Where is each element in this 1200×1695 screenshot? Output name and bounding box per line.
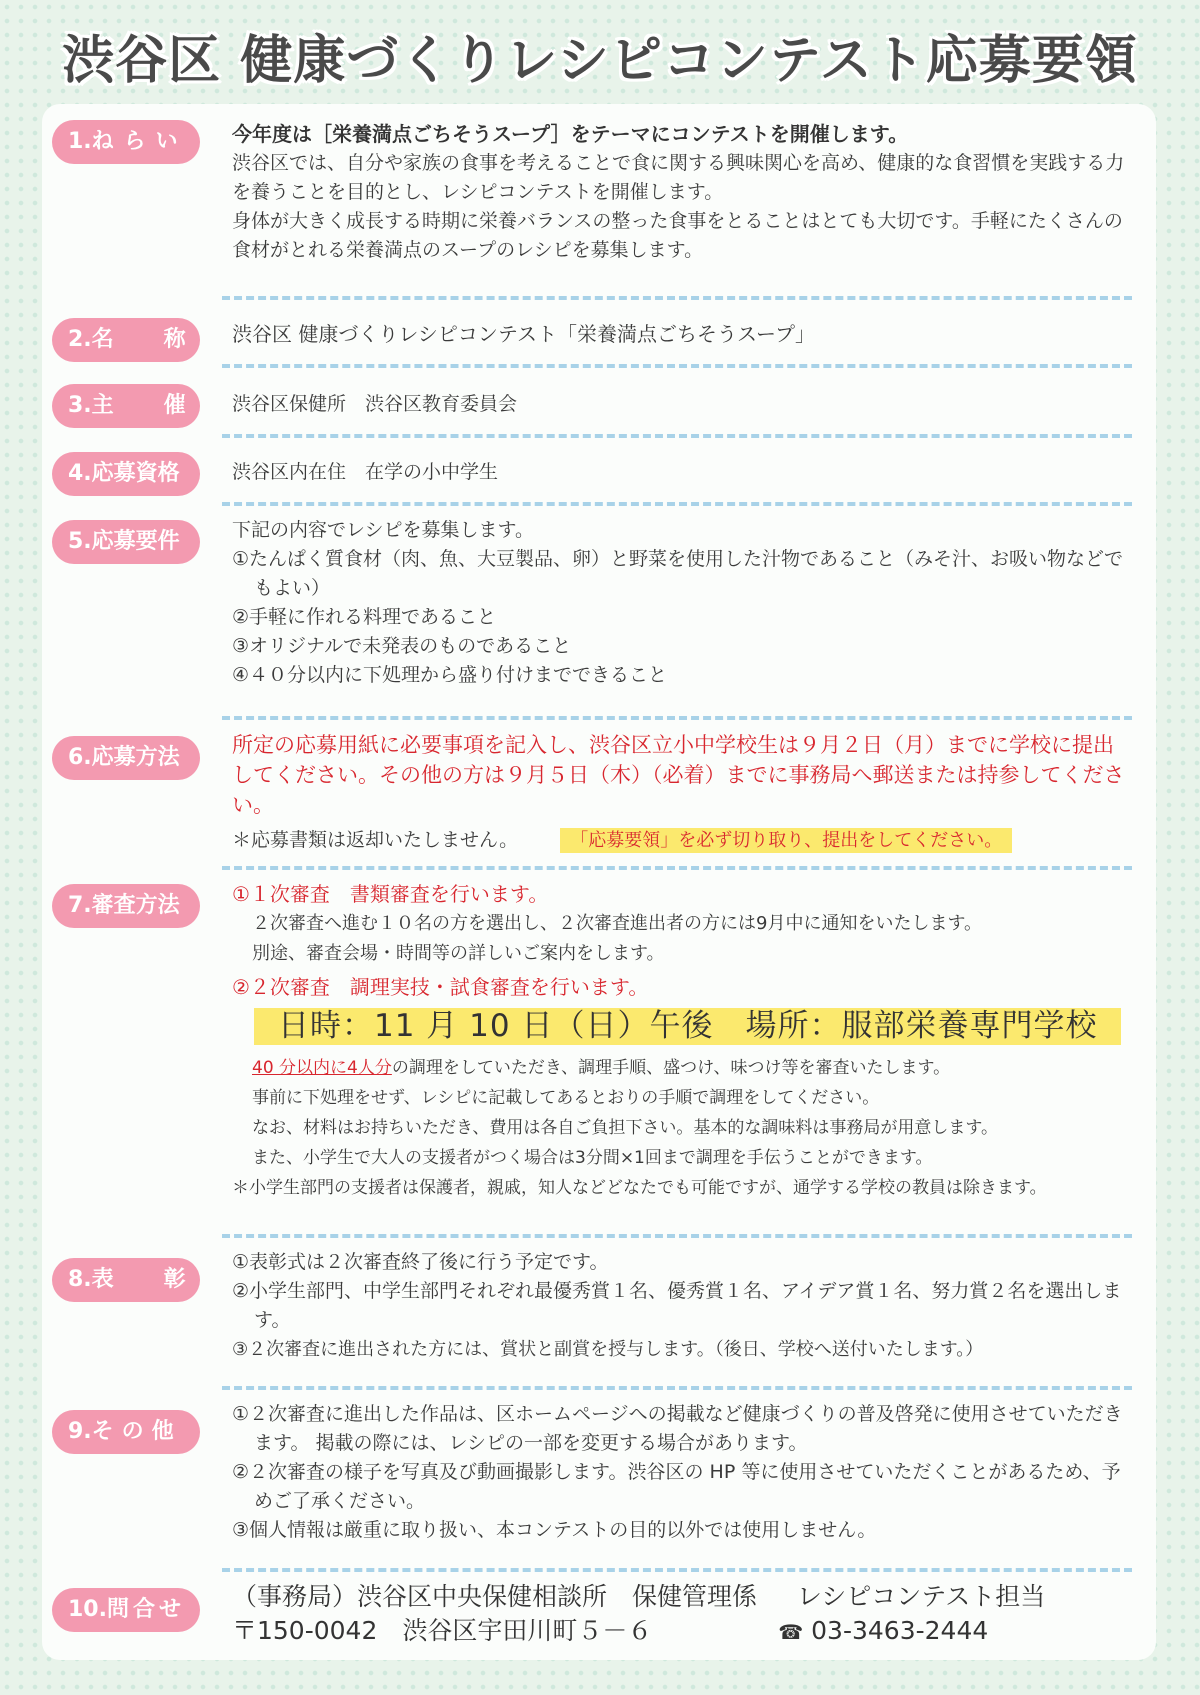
- second-round-detail-3: なお、材料はお持ちいただき、費用は各自ご負担下さい。基本的な調味料は事務局が用意します。: [252, 1118, 998, 1138]
- time-servings-emphasis: 40 分以内に4人分: [252, 1058, 392, 1078]
- contact-office: （事務局）渋谷区中央保健相談所 保健管理係: [232, 1582, 758, 1611]
- divider: [222, 1568, 1132, 1572]
- section-label-organizer: 3.主 催: [52, 384, 200, 428]
- section-aim-body: [232, 120, 1132, 265]
- section-label-other: 9.その他: [52, 1410, 200, 1454]
- first-round-text-1: ２次審査へ進む１０名の方を選出し、２次審査進出者の方には9月中に通知をいたします。: [252, 913, 983, 934]
- section-label-application-method: 6.応募方法: [52, 736, 200, 780]
- awards-body: [232, 1248, 1132, 1364]
- cutout-notice: 「応募要領」を必ず切り取り、提出をしてください。: [560, 828, 1012, 853]
- contact-phone: 03-3463-2444: [811, 1616, 989, 1645]
- divider: [222, 296, 1132, 300]
- requirement-item: ③オリジナルで未発表のものであること: [232, 635, 572, 657]
- second-round-detail-2: 事前に下処理をせず、レシピに記載してあるとおりの手順で調理をしてください。: [252, 1088, 880, 1108]
- application-note-row: [232, 826, 1132, 855]
- contact-line-1: [232, 1580, 1132, 1614]
- content-panel: [42, 104, 1156, 1660]
- contact-line-2: [232, 1614, 1132, 1649]
- divider: [222, 364, 1132, 368]
- section-label-aim: 1.ねらい: [52, 120, 200, 164]
- other-item: ③個人情報は厳重に取り扱い、本コンテストの目的以外では使用しません。: [232, 1519, 877, 1541]
- page-title: 渋谷区 健康づくりレシピコンテスト応募要領: [62, 31, 1138, 91]
- section-label-awards: 8.表 彰: [52, 1258, 200, 1302]
- phone-icon: ☎: [778, 1620, 804, 1644]
- contact-person: レシピコンテスト担当: [796, 1582, 1046, 1611]
- divider: [222, 1386, 1132, 1390]
- divider: [222, 1234, 1132, 1238]
- requirement-item: ②手軽に作れる料理であること: [232, 606, 497, 628]
- section-label-contact: 10.問合せ: [52, 1588, 200, 1632]
- divider: [222, 866, 1132, 870]
- section-label-requirements: 5.応募要件: [52, 520, 200, 564]
- aim-paragraph-2: 身体が大きく成長する時期に栄養バランスの整った食事をとることはとても大切です。手軽にたくさんの食材がとれる栄養満点のスープのレシピを募集します。: [232, 210, 1123, 261]
- section-label-judging: 7.審査方法: [52, 884, 200, 928]
- requirement-item: ①たんぱく質食材（肉、魚、大豆製品、卵）と野菜を使用した汁物であること（みそ汁、お吸い物などでもよい）: [232, 548, 1124, 599]
- divider: [222, 716, 1132, 720]
- supporter-note: ＊小学生部門の支援者は保護者，親戚，知人などどなたでも可能ですが、通学する学校の教員は除きます。: [232, 1178, 1047, 1198]
- eligibility-text: 渋谷区内在住 在学の小中学生: [232, 461, 499, 483]
- section-label-eligibility: 4.応募資格: [52, 452, 200, 496]
- requirements-body: [232, 516, 1132, 690]
- application-instructions: 所定の応募用紙に必要事項を記入し、渋谷区立小中学校生は９月２日（月）までに学校に提出してください。その他の方は９月５日（木）（必着）までに事務局へ郵送または持参してください。: [232, 733, 1125, 817]
- contact-address: 〒150-0042 渋谷区宇田川町５－６: [232, 1616, 653, 1645]
- second-round-heading: ②２次審査 調理実技・試食審査を行います。: [232, 975, 649, 999]
- requirements-intro: 下記の内容でレシピを募集します。: [232, 519, 535, 541]
- second-round-detail-4: また、小学生で大人の支援者がつく場合は3分間×1回まで調理を手伝うことができます。: [252, 1148, 933, 1168]
- application-method-body: [232, 730, 1132, 855]
- first-round-text-2: 別途、審査会場・時間等の詳しいご案内をします。: [252, 943, 665, 964]
- section-label-name: 2.名 称: [52, 318, 200, 362]
- aim-lead: 今年度は［栄養満点ごちそうスープ］をテーマにコンテストを開催します。: [232, 122, 909, 146]
- award-item: ②小学生部門、中学生部門それぞれ最優秀賞１名、優秀賞１名、アイデア賞１名、努力賞２名を選出します。: [232, 1280, 1122, 1331]
- return-note: ＊応募書類は返却いたしません。: [232, 829, 519, 851]
- award-item: ③２次審査に進出された方には、賞状と副賞を授与します。（後日、学校へ送付いたします。）: [232, 1339, 984, 1360]
- divider: [222, 434, 1132, 438]
- contest-name: 渋谷区 健康づくりレシピコンテスト「栄養満点ごちそうスープ」: [232, 322, 816, 346]
- award-item: ①表彰式は２次審査終了後に行う予定です。: [232, 1251, 609, 1273]
- divider: [222, 502, 1132, 506]
- aim-paragraph-1: 渋谷区では、自分や家族の食事を考えることで食に関する興味関心を高め、健康的な食習慣を実践する力を養うことを目的とし、レシピコンテストを開催します。: [232, 152, 1125, 203]
- first-round-heading: ①１次審査 書類審査を行います。: [232, 882, 549, 906]
- other-item: ②２次審査の様子を写真及び動画撮影します。渋谷区の HP 等に使用させていただくことがあるため、予めご了承ください。: [232, 1461, 1121, 1512]
- other-body: [232, 1400, 1132, 1545]
- other-item: ①２次審査に進出した作品は、区ホームページへの掲載など健康づくりの普及啓発に使用させていただきます。 掲載の際には、レシピの一部を変更する場合があります。: [232, 1403, 1123, 1454]
- contact-body: [232, 1580, 1132, 1649]
- requirement-item: ④４０分以内に下処理から盛り付けまでできること: [232, 664, 668, 686]
- second-round-date-venue: 日時：11 月 10 日（日）午後 場所：服部栄養専門学校: [254, 1008, 1121, 1045]
- organizer-text: 渋谷区保健所 渋谷区教育委員会: [232, 393, 518, 415]
- judging-body: [232, 880, 1132, 1203]
- second-round-detail-1: 40 分以内に4人分の調理をしていただき、調理手順、盛つけ、味つけ等を審査いたします。: [252, 1058, 951, 1078]
